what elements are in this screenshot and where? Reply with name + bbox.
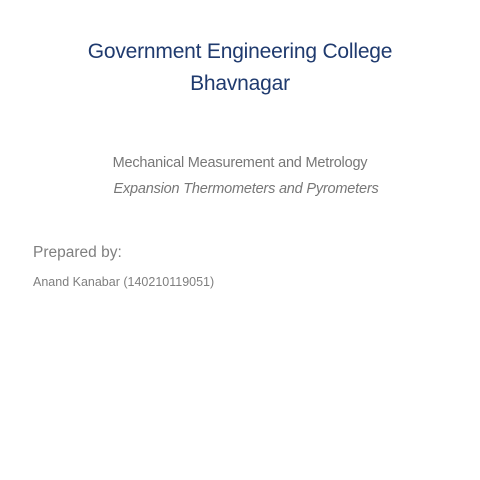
prepared-by-label: Prepared by:	[33, 244, 122, 261]
college-name: Government Engineering College	[87, 40, 393, 63]
topic-name: Expansion Thermometers and Pyrometers	[113, 181, 379, 197]
slide-subtitle	[0, 150, 480, 202]
college-city: Bhavnagar	[190, 72, 290, 95]
slide-title	[0, 36, 480, 100]
author-name: Anand Kanabar (140210119051)	[33, 275, 215, 289]
subject-name: Mechanical Measurement and Metrology	[112, 155, 368, 171]
